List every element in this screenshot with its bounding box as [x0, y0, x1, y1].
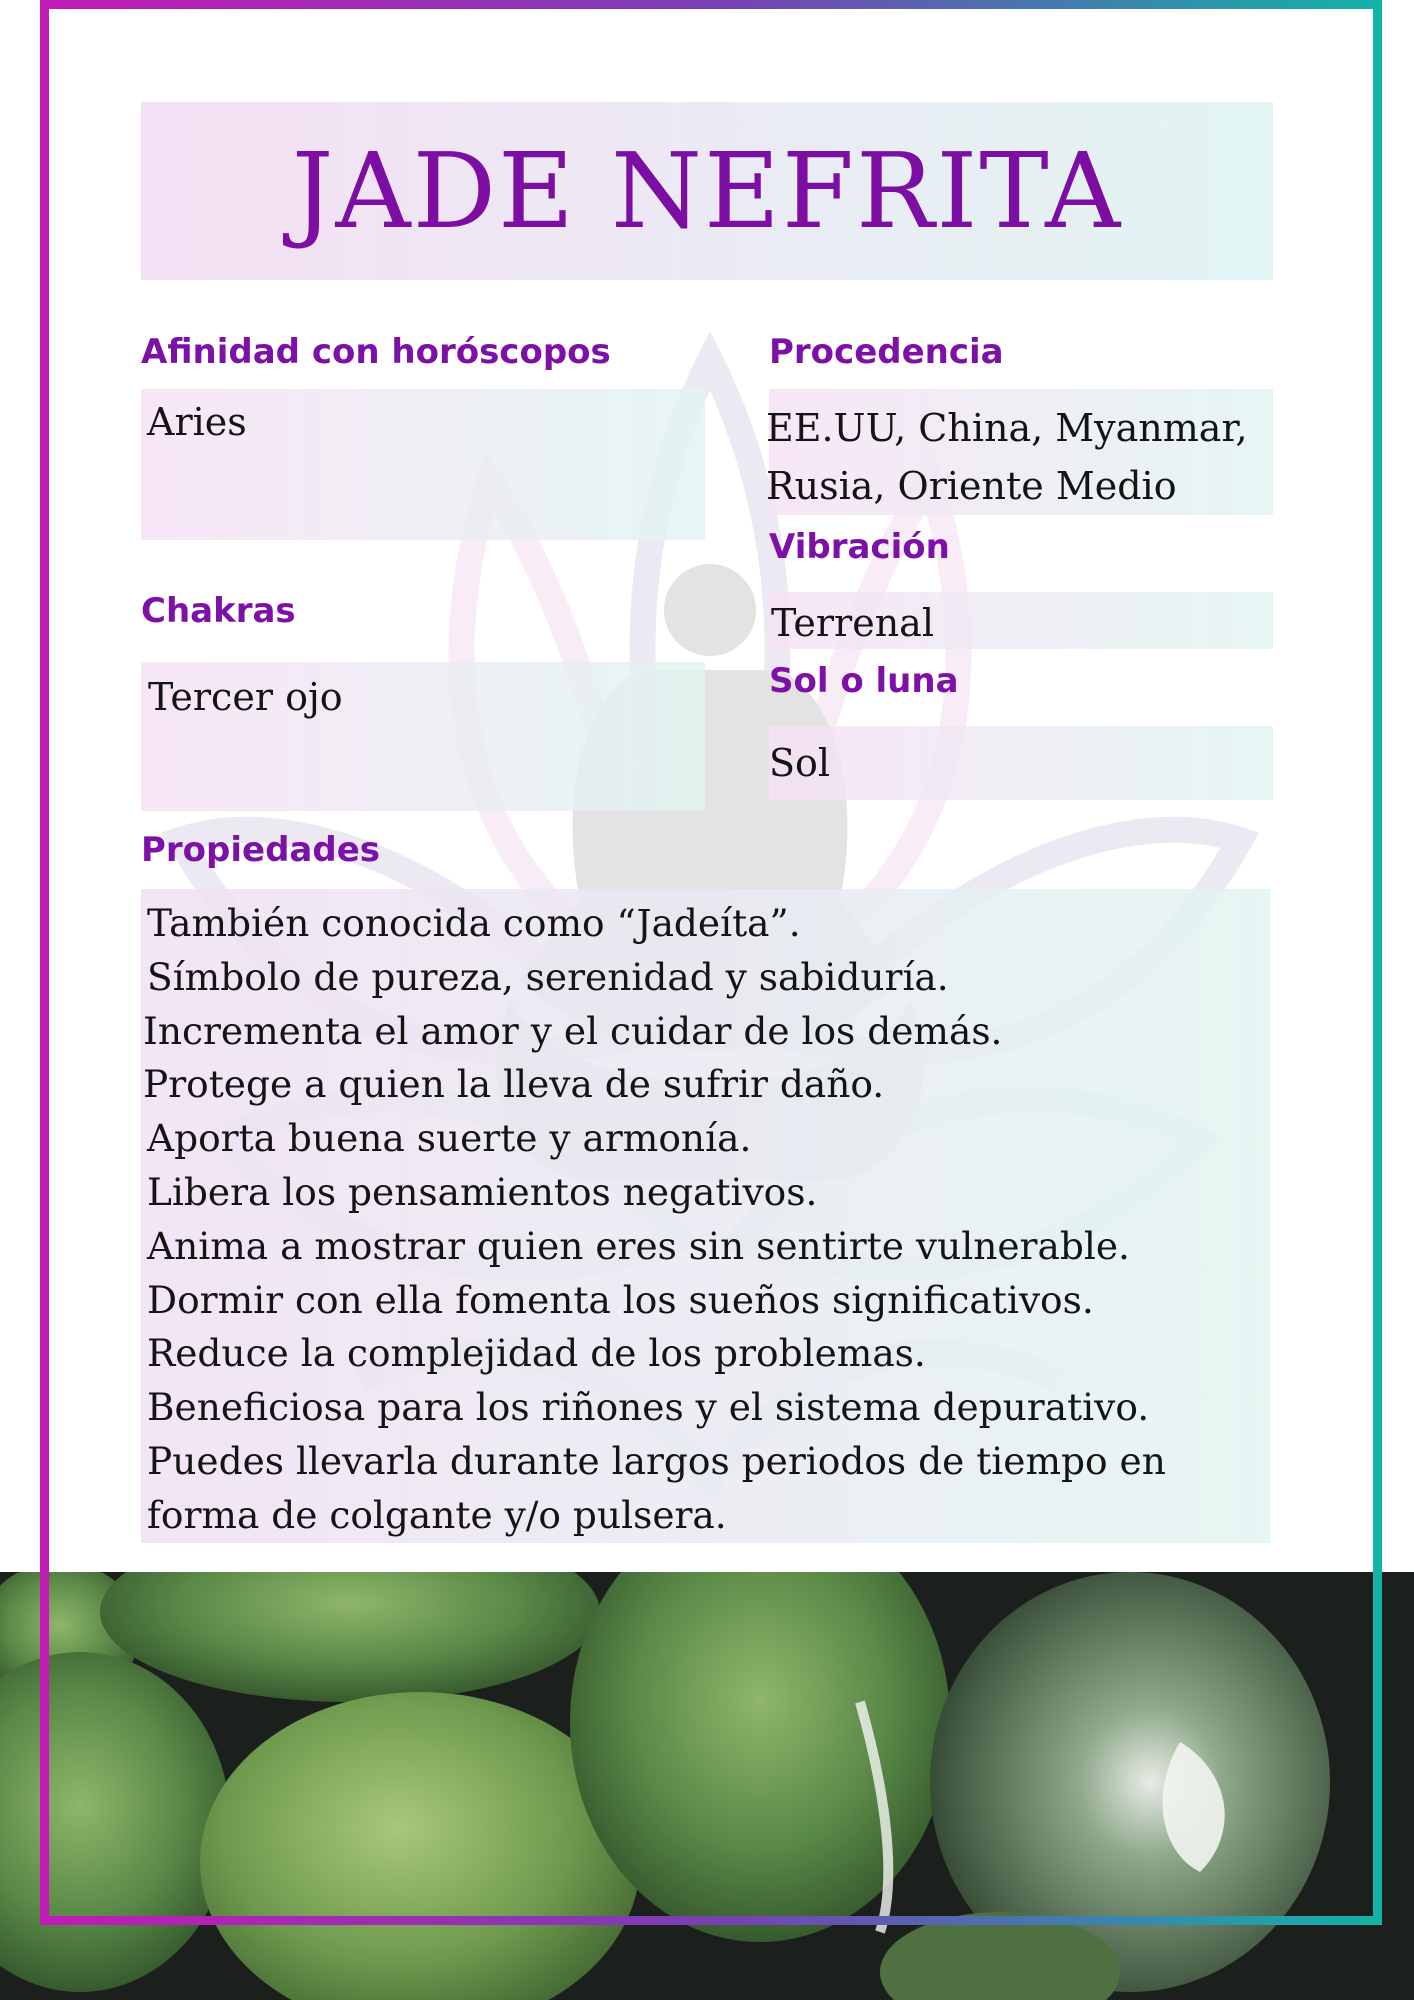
origin-box — [766, 389, 1273, 515]
property-item: Símbolo de pureza, serenidad y sabiduría. — [147, 954, 949, 999]
chakras-value: Tercer ojo — [148, 675, 343, 719]
frame-top — [40, 0, 1382, 9]
horoscope-box — [141, 389, 705, 540]
vibration-label: Vibración — [769, 527, 950, 567]
properties-list — [141, 889, 1270, 1543]
frame-bottom — [40, 1916, 1382, 1925]
frame-left — [40, 0, 49, 1925]
property-item: forma de colgante y/o pulsera. — [147, 1492, 727, 1537]
title-banner — [141, 102, 1273, 280]
property-item: Beneficiosa para los riñones y el sistema depurativo. — [147, 1385, 1150, 1430]
sun-moon-value: Sol — [769, 741, 831, 785]
frame-right — [1373, 0, 1382, 1925]
sun-moon-label: Sol o luna — [769, 661, 959, 701]
properties-label: Propiedades — [141, 830, 381, 870]
property-item: Libera los pensamientos negativos. — [147, 1169, 818, 1214]
property-item: Reduce la complejidad de los problemas. — [147, 1331, 926, 1376]
page-title: JADE NEFRITA — [291, 130, 1123, 252]
horoscope-label: Afinidad con horóscopos — [141, 332, 611, 372]
property-item: Incrementa el amor y el cuidar de los demás. — [143, 1008, 1003, 1053]
vibration-box — [769, 592, 1273, 649]
property-item: También conocida como “Jadeíta”. — [147, 901, 801, 945]
properties-box — [141, 889, 1270, 1543]
sun-moon-box — [769, 726, 1273, 800]
property-item: Anima a mostrar quien eres sin sentirte vulnerable. — [147, 1223, 1130, 1268]
property-item: Protege a quien la lleva de sufrir daño. — [143, 1062, 885, 1107]
origin-line-1: EE.UU, China, Myanmar, — [766, 406, 1248, 450]
property-item: Aporta buena suerte y armonía. — [147, 1116, 752, 1161]
chakras-box — [141, 662, 705, 811]
property-item: Dormir con ella fomenta los sueños significativos. — [147, 1277, 1094, 1322]
horoscope-value: Aries — [147, 400, 247, 444]
property-item: Puedes llevarla durante largos periodos de tiempo en — [147, 1438, 1166, 1483]
origin-line-2: Rusia, Oriente Medio — [766, 464, 1177, 508]
chakras-label: Chakras — [141, 591, 296, 631]
jade-stones-photo — [0, 1572, 1414, 2000]
vibration-value: Terrenal — [771, 601, 934, 645]
origin-label: Procedencia — [769, 332, 1004, 372]
